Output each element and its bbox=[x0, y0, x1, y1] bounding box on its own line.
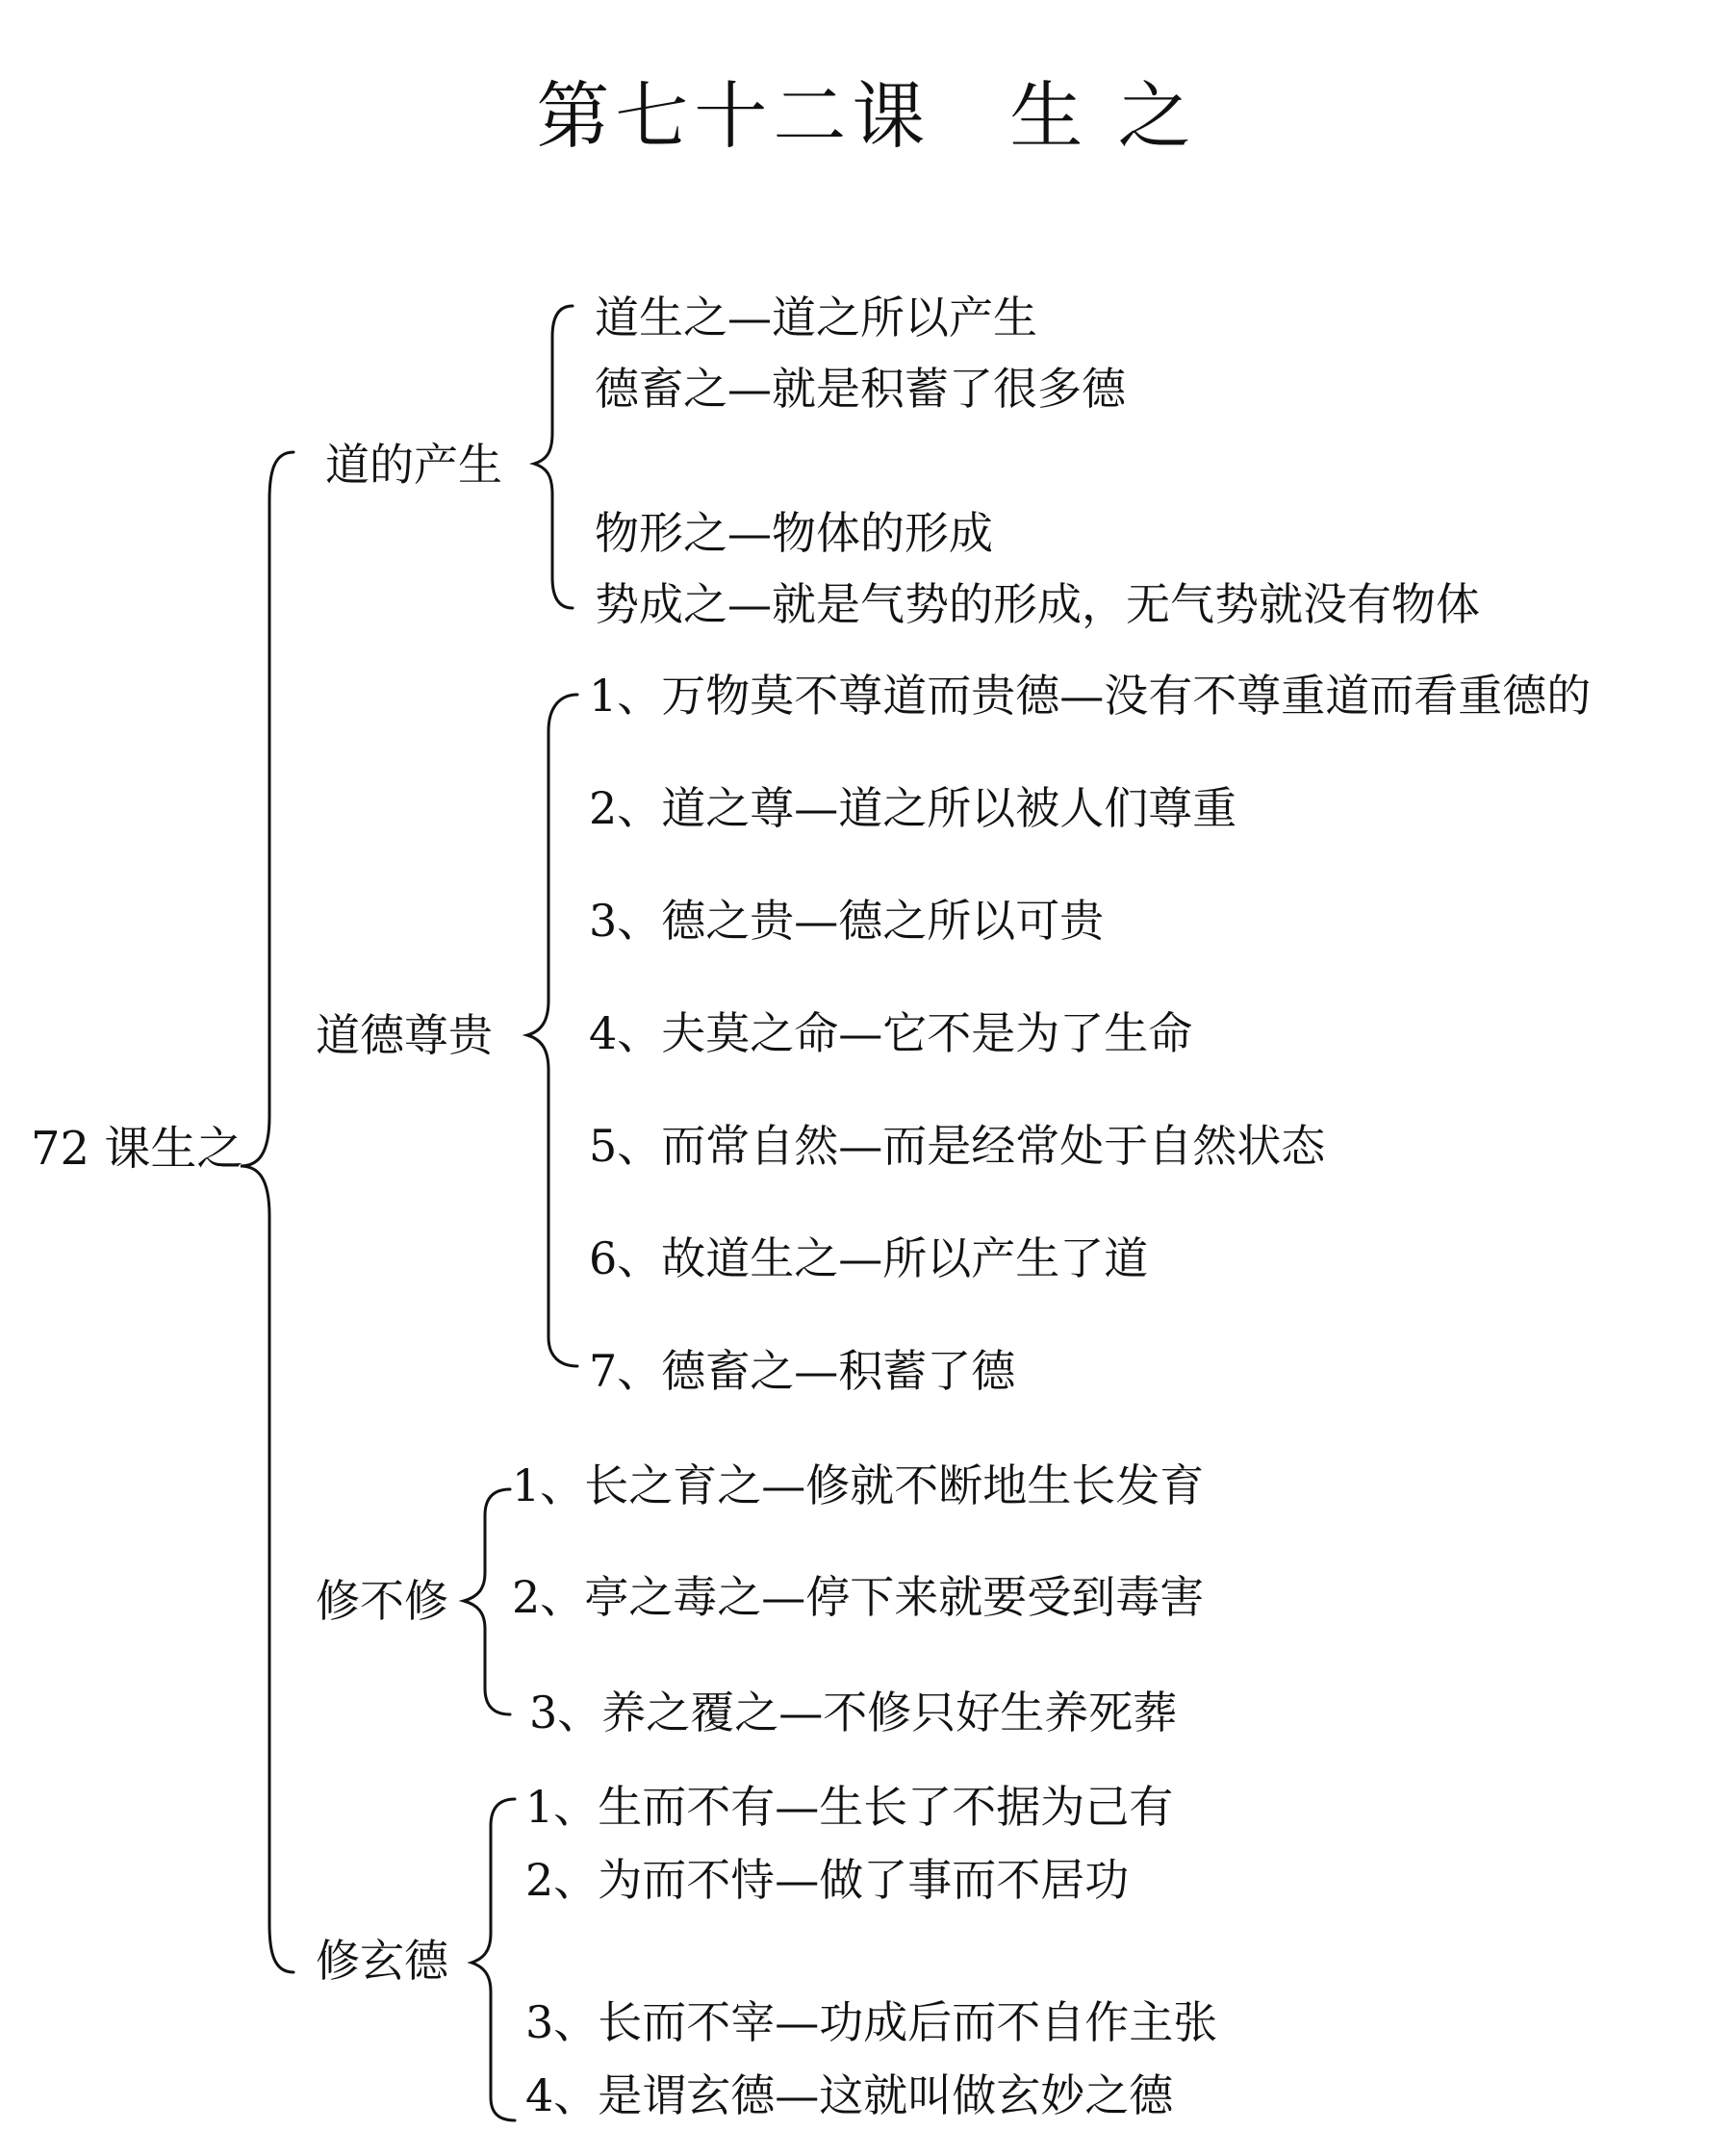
branch-4-item: 2、为而不恃—做了事而不居功 bbox=[525, 1854, 1130, 1906]
branch-2-item: 3、德之贵—德之所以可贵 bbox=[589, 895, 1105, 947]
branch-2-item: 1、万物莫不尊道而贵德—没有不尊重道而看重德的 bbox=[589, 670, 1592, 722]
root-label: 72 课生之 bbox=[31, 1122, 243, 1176]
branch-2-item: 4、夫莫之命—它不是为了生命 bbox=[589, 1007, 1193, 1059]
branch-4-label: 修玄德 bbox=[316, 1935, 448, 1987]
branch-3-item: 3、养之覆之—不修只好生养死葬 bbox=[529, 1687, 1178, 1738]
page-title: 第七十二课 生 之 bbox=[536, 73, 1197, 159]
branch-1-item: 道生之—道之所以产生 bbox=[595, 292, 1037, 343]
branch-4-item: 3、长而不宰—功成后而不自作主张 bbox=[525, 1996, 1218, 2048]
branch-1-brace bbox=[534, 306, 573, 608]
branch-1-item: 物形之—物体的形成 bbox=[595, 507, 993, 559]
branch-2-item: 6、故道生之—所以产生了道 bbox=[589, 1232, 1149, 1284]
branch-1-item: 势成之—就是气势的形成，无气势就没有物体 bbox=[595, 578, 1480, 630]
branch-3-label: 修不修 bbox=[316, 1575, 448, 1627]
branch-3-item: 1、长之育之—修就不断地生长发育 bbox=[512, 1459, 1205, 1511]
branch-2-item: 2、道之尊—道之所以被人们尊重 bbox=[589, 782, 1237, 834]
branch-2-item: 5、而常自然—而是经常处于自然状态 bbox=[589, 1120, 1326, 1172]
branch-1-item: 德畜之—就是积蓄了很多德 bbox=[595, 363, 1126, 415]
branch-3-item: 2、亭之毒之—停下来就要受到毒害 bbox=[512, 1571, 1205, 1623]
root-brace bbox=[241, 452, 293, 1972]
branch-4-brace bbox=[471, 1799, 515, 2120]
branch-2-brace bbox=[527, 695, 577, 1366]
branch-1-label: 道的产生 bbox=[325, 439, 502, 491]
branch-4-item: 1、生而不有—生长了不据为己有 bbox=[525, 1781, 1174, 1833]
branch-2-label: 道德尊贵 bbox=[316, 1009, 493, 1061]
branch-3-brace bbox=[464, 1489, 510, 1714]
branch-4-item: 4、是谓玄德—这就叫做玄妙之德 bbox=[525, 2069, 1174, 2121]
branch-2-item: 7、德畜之—积蓄了德 bbox=[589, 1345, 1016, 1397]
